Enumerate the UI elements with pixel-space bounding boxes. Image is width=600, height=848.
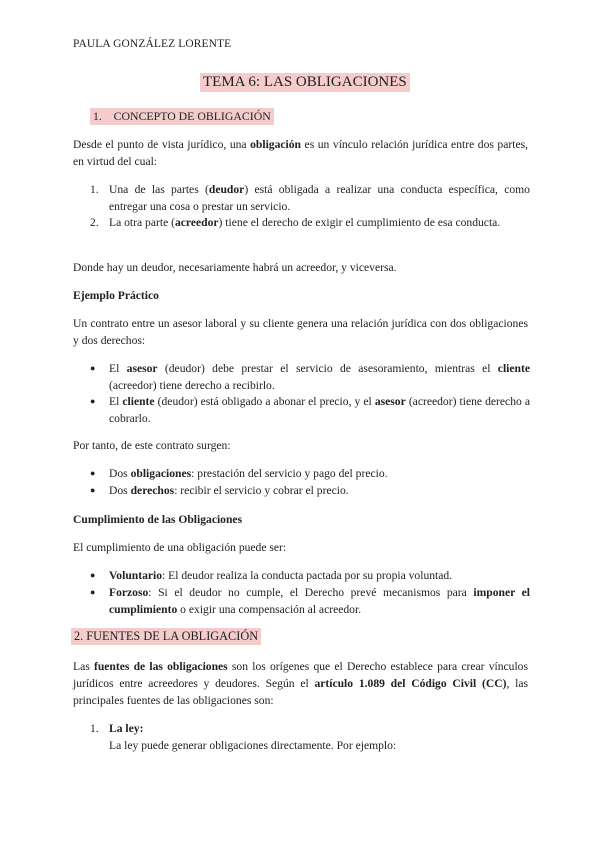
list-item-text: Dos obligaciones: prestación del servicio y pago del precio. [109,467,388,480]
list-item-text: Forzoso: Si el deudor no cumple, el Derecho prevé mecanismos para imponer el cumplimiento o exigir una compensación al acreedor. [109,586,531,616]
bullet-icon: ● [90,396,96,406]
list-item [90,482,530,499]
paragraph-example: Un contrato entre un asesor laboral y su cliente genera una relación jurídica con dos obligaciones y dos derechos: [73,317,528,347]
paragraph-definition [73,136,528,170]
list-item-text: El asesor (deudor) debe prestar el servicio de asesoramiento, mientras el cliente (acreedor) tiene derecho a recibirlo. [109,362,530,392]
list-item-text: Una de las partes (deudor) está obligada a realizar una conducta específica, como entregar una cosa o prestar un servicio. [109,183,530,213]
bullet-icon: ● [90,485,96,495]
bold-term: obligación [250,138,302,151]
page-header-author: PAULA GONZÁLEZ LORENTE [73,38,232,50]
bullet-icon: ● [90,570,96,580]
list-item-text: Dos derechos: recibir el servicio y cobrar el precio. [109,484,349,497]
section-1-heading [90,108,274,125]
list-item [90,584,530,618]
list-item-text: El cliente (deudor) está obligado a abonar el precio, y el asesor (acreedor) tiene derecho a cobrarlo. [109,395,530,425]
section-2-heading: 2. FUENTES DE LA OBLIGACIÓN [71,628,261,645]
bullet-icon: ● [90,363,96,373]
text: es un vínculo relación jurídica entre dos partes, en virtud del cual: [73,138,528,168]
list-item [90,360,530,394]
text: Desde el punto de vista jurídico, una [73,138,251,151]
section-1-title: CONCEPTO DE OBLIGACIÓN [113,109,271,123]
paragraph-sources: Las fuentes de las obligaciones son los orígenes que el Derecho establece para crear vínculos jurídicos entre acreedores y deudores. Según el artículo 1.089 del Código Civil (CC), las principales fuentes de las obligaciones son: [73,660,528,707]
bullet-icon: ● [90,468,96,478]
paragraph-note: Donde hay un deudor, necesariamente habrá un acreedor, y viceversa. [73,261,397,274]
list-item [90,181,530,215]
list-item-text: La ley: La ley puede generar obligaciones directamente. Por ejemplo: [109,722,397,752]
fulfillment-title: Cumplimiento de las Obligaciones [73,513,243,526]
paragraph-therefore: Por tanto, de este contrato surgen: [73,439,231,452]
page-title: TEMA 6: LAS OBLIGACIONES [200,73,410,92]
list-item [90,214,530,231]
list-number: 2. [90,216,99,229]
bullet-icon: ● [90,587,96,597]
list-number: 1. [90,722,99,735]
list-item [90,465,530,482]
example-title: Ejemplo Práctico [73,289,159,302]
list-number: 1. [90,183,99,196]
list-item-text: La otra parte (acreedor) tiene el derecho de exigir el cumplimiento de esa conducta. [109,216,501,229]
paragraph-fulfillment: El cumplimiento de una obligación puede ser: [73,541,287,554]
list-item [90,720,530,754]
list-item [90,393,530,427]
list-item-text: Voluntario: El deudor realiza la conducta pactada por su propia voluntad. [109,569,453,582]
section-1-number: 1. [93,109,102,123]
list-item [90,567,530,584]
